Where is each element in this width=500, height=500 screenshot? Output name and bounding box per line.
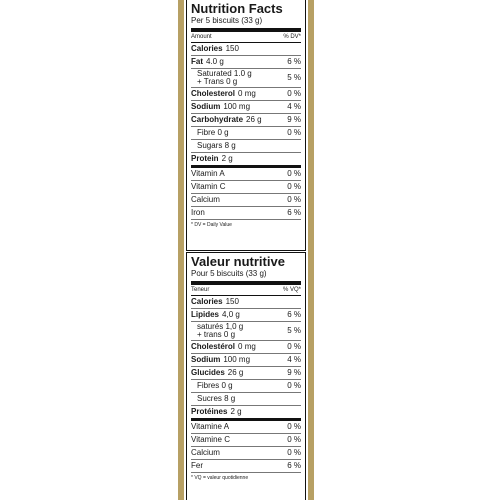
fibre-row <box>191 127 301 140</box>
carbohydrate-row <box>191 367 301 380</box>
cholesterol-label: Cholesterol <box>191 89 236 98</box>
sugars-label: Sucres 8 g <box>197 394 236 403</box>
calcium-label: Calcium <box>191 195 220 204</box>
column-header <box>191 32 301 43</box>
fat-value: 4.0 g <box>206 57 224 66</box>
calories-label: Calories <box>191 44 223 53</box>
panel-title: Valeur nutritive <box>191 254 285 269</box>
protein-row <box>191 406 301 421</box>
calcium-row <box>191 447 301 460</box>
sodium-label: Sodium <box>191 355 221 364</box>
protein-row <box>191 153 301 168</box>
nutrition-facts-panel-french <box>186 252 306 500</box>
calcium-row <box>191 194 301 207</box>
iron-dv: 6 % <box>287 461 301 470</box>
trans-label: + Trans 0 g <box>197 77 238 86</box>
column-header <box>191 285 301 296</box>
vitamin-a-label: Vitamine A <box>191 422 230 431</box>
vitamin-a-row <box>191 168 301 181</box>
vitamin-c-dv: 0 % <box>287 435 301 444</box>
iron-row <box>191 460 301 473</box>
carbohydrate-row <box>191 114 301 127</box>
carbohydrate-dv: 9 % <box>287 368 301 377</box>
iron-dv: 6 % <box>287 208 301 217</box>
cholesterol-row <box>191 88 301 101</box>
vitamin-c-row <box>191 434 301 447</box>
sodium-row <box>191 101 301 114</box>
calories-value: 150 <box>225 297 239 306</box>
fat-dv: 6 % <box>287 57 301 66</box>
saturated-dv: 5 % <box>287 326 301 335</box>
sodium-row <box>191 354 301 367</box>
footnote: * VQ = valeur quotidienne <box>191 475 249 481</box>
cholesterol-label: Cholestérol <box>191 342 236 351</box>
vitamin-c-label: Vitamin C <box>191 182 226 191</box>
carbohydrate-value: 26 g <box>227 368 244 377</box>
fibre-label: Fibre 0 g <box>197 128 229 137</box>
fibre-label: Fibres 0 g <box>197 381 233 390</box>
sugars-label: Sugars 8 g <box>197 141 236 150</box>
fat-row <box>191 56 301 69</box>
sodium-dv: 4 % <box>287 355 301 364</box>
dv-header: % DV* <box>283 34 301 40</box>
dv-header: % VQ* <box>282 287 301 293</box>
fat-row <box>191 309 301 322</box>
vitamin-a-label: Vitamin A <box>191 169 225 178</box>
cholesterol-value: 0 mg <box>238 89 256 98</box>
fibre-dv: 0 % <box>287 381 301 390</box>
protein-label: Protéines <box>191 407 228 416</box>
amount-header: Teneur <box>191 287 210 293</box>
calcium-label: Calcium <box>191 448 220 457</box>
sodium-value: 100 mg <box>223 355 251 364</box>
amount-header: Amount <box>191 34 212 40</box>
fibre-dv: 0 % <box>287 128 301 137</box>
protein-value: 2 g <box>221 154 233 163</box>
footnote: * DV = Daily Value <box>191 222 232 228</box>
sugars-row <box>191 140 301 153</box>
vitamin-c-dv: 0 % <box>287 182 301 191</box>
carbohydrate-value: 26 g <box>246 115 262 124</box>
fat-label: Lipides <box>191 310 220 319</box>
trans-label: + trans 0 g <box>197 330 236 339</box>
protein-label: Protein <box>191 154 219 163</box>
fat-value: 4,0 g <box>222 310 240 319</box>
fat-dv: 6 % <box>287 310 301 319</box>
iron-label: Fer <box>191 461 203 470</box>
sodium-label: Sodium <box>191 102 221 111</box>
carbohydrate-label: Carbohydrate <box>191 115 244 124</box>
calcium-dv: 0 % <box>287 195 301 204</box>
cholesterol-value: 0 mg <box>238 342 256 351</box>
sodium-dv: 4 % <box>287 102 301 111</box>
saturated-dv: 5 % <box>287 73 301 82</box>
cholesterol-row <box>191 341 301 354</box>
fat-label: Fat <box>191 57 203 66</box>
panel-title: Nutrition Facts <box>191 1 283 16</box>
cholesterol-dv: 0 % <box>287 89 301 98</box>
carbohydrate-dv: 9 % <box>287 115 301 124</box>
vitamin-a-row <box>191 421 301 434</box>
vitamin-c-label: Vitamine C <box>191 435 230 444</box>
protein-value: 2 g <box>230 407 242 416</box>
sugars-row <box>191 393 301 406</box>
calcium-dv: 0 % <box>287 448 301 457</box>
vitamin-a-dv: 0 % <box>287 422 301 431</box>
vitamin-c-row <box>191 181 301 194</box>
nutrition-facts-panel-english <box>186 0 306 251</box>
saturated-label: Saturated 1.0 g <box>197 69 252 78</box>
saturated-trans-row <box>191 69 301 88</box>
fibre-row <box>191 380 301 393</box>
calories-label: Calories <box>191 297 223 306</box>
iron-row <box>191 207 301 220</box>
serving-size: Per 5 biscuits (33 g) <box>191 16 263 25</box>
calories-row <box>191 43 301 56</box>
calories-value: 150 <box>225 44 239 53</box>
carbohydrate-label: Glucides <box>191 368 225 377</box>
saturated-trans-row <box>191 322 301 341</box>
serving-size: Pour 5 biscuits (33 g) <box>191 269 267 278</box>
saturated-label: saturés 1,0 g <box>197 322 244 331</box>
cholesterol-dv: 0 % <box>287 342 301 351</box>
sodium-value: 100 mg <box>223 102 251 111</box>
calories-row <box>191 296 301 309</box>
iron-label: Iron <box>191 208 205 217</box>
vitamin-a-dv: 0 % <box>287 169 301 178</box>
